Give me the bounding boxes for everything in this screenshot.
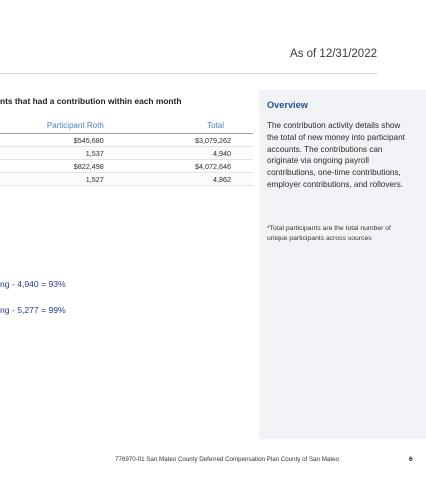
table-cell: $545,680 <box>4 134 104 147</box>
table-cell: 1,537 <box>4 147 104 160</box>
table-cell: 1,527 <box>4 173 104 186</box>
table-row <box>0 173 253 186</box>
sidebar-footnote: *Total participants are the total number of unique participants across sources <box>267 225 391 242</box>
table-row <box>0 160 253 173</box>
column-header-total: Total <box>104 119 253 134</box>
table-cell: $822,498 <box>4 160 104 173</box>
sidebar-body: The contribution activity details show the total of new money into participant accounts. The contributions can originate via ongoing payroll contributions, one-time contributions, employer contributions, and rollovers. <box>267 121 405 189</box>
column-header-participant-roth: Participant Roth <box>4 119 104 134</box>
section-title: nts that had a contribution within each month <box>0 96 182 106</box>
as-of-date: As of 12/31/2022 <box>290 48 377 60</box>
header-divider <box>0 73 378 74</box>
table-row <box>0 147 253 160</box>
sidebar-title: Overview <box>267 100 308 110</box>
table-cell: $4,072,646 <box>104 160 253 173</box>
table-cell: 4,862 <box>104 173 253 186</box>
participation-rate-line: ng - 4,940 = 93% <box>0 279 66 289</box>
footer-text: 776970-01 San Mateo County Deferred Compensation Plan County of San Mateo <box>115 456 339 463</box>
table-row <box>0 134 253 147</box>
contribution-table <box>0 119 253 186</box>
table-header-row <box>0 119 253 134</box>
table-cell: 4,940 <box>104 147 253 160</box>
table-cell: $3,079,262 <box>104 134 253 147</box>
overview-sidebar <box>259 90 426 439</box>
page-number: 6 <box>409 456 413 463</box>
participation-rate-line: ng - 5,277 = 99% <box>0 305 66 315</box>
